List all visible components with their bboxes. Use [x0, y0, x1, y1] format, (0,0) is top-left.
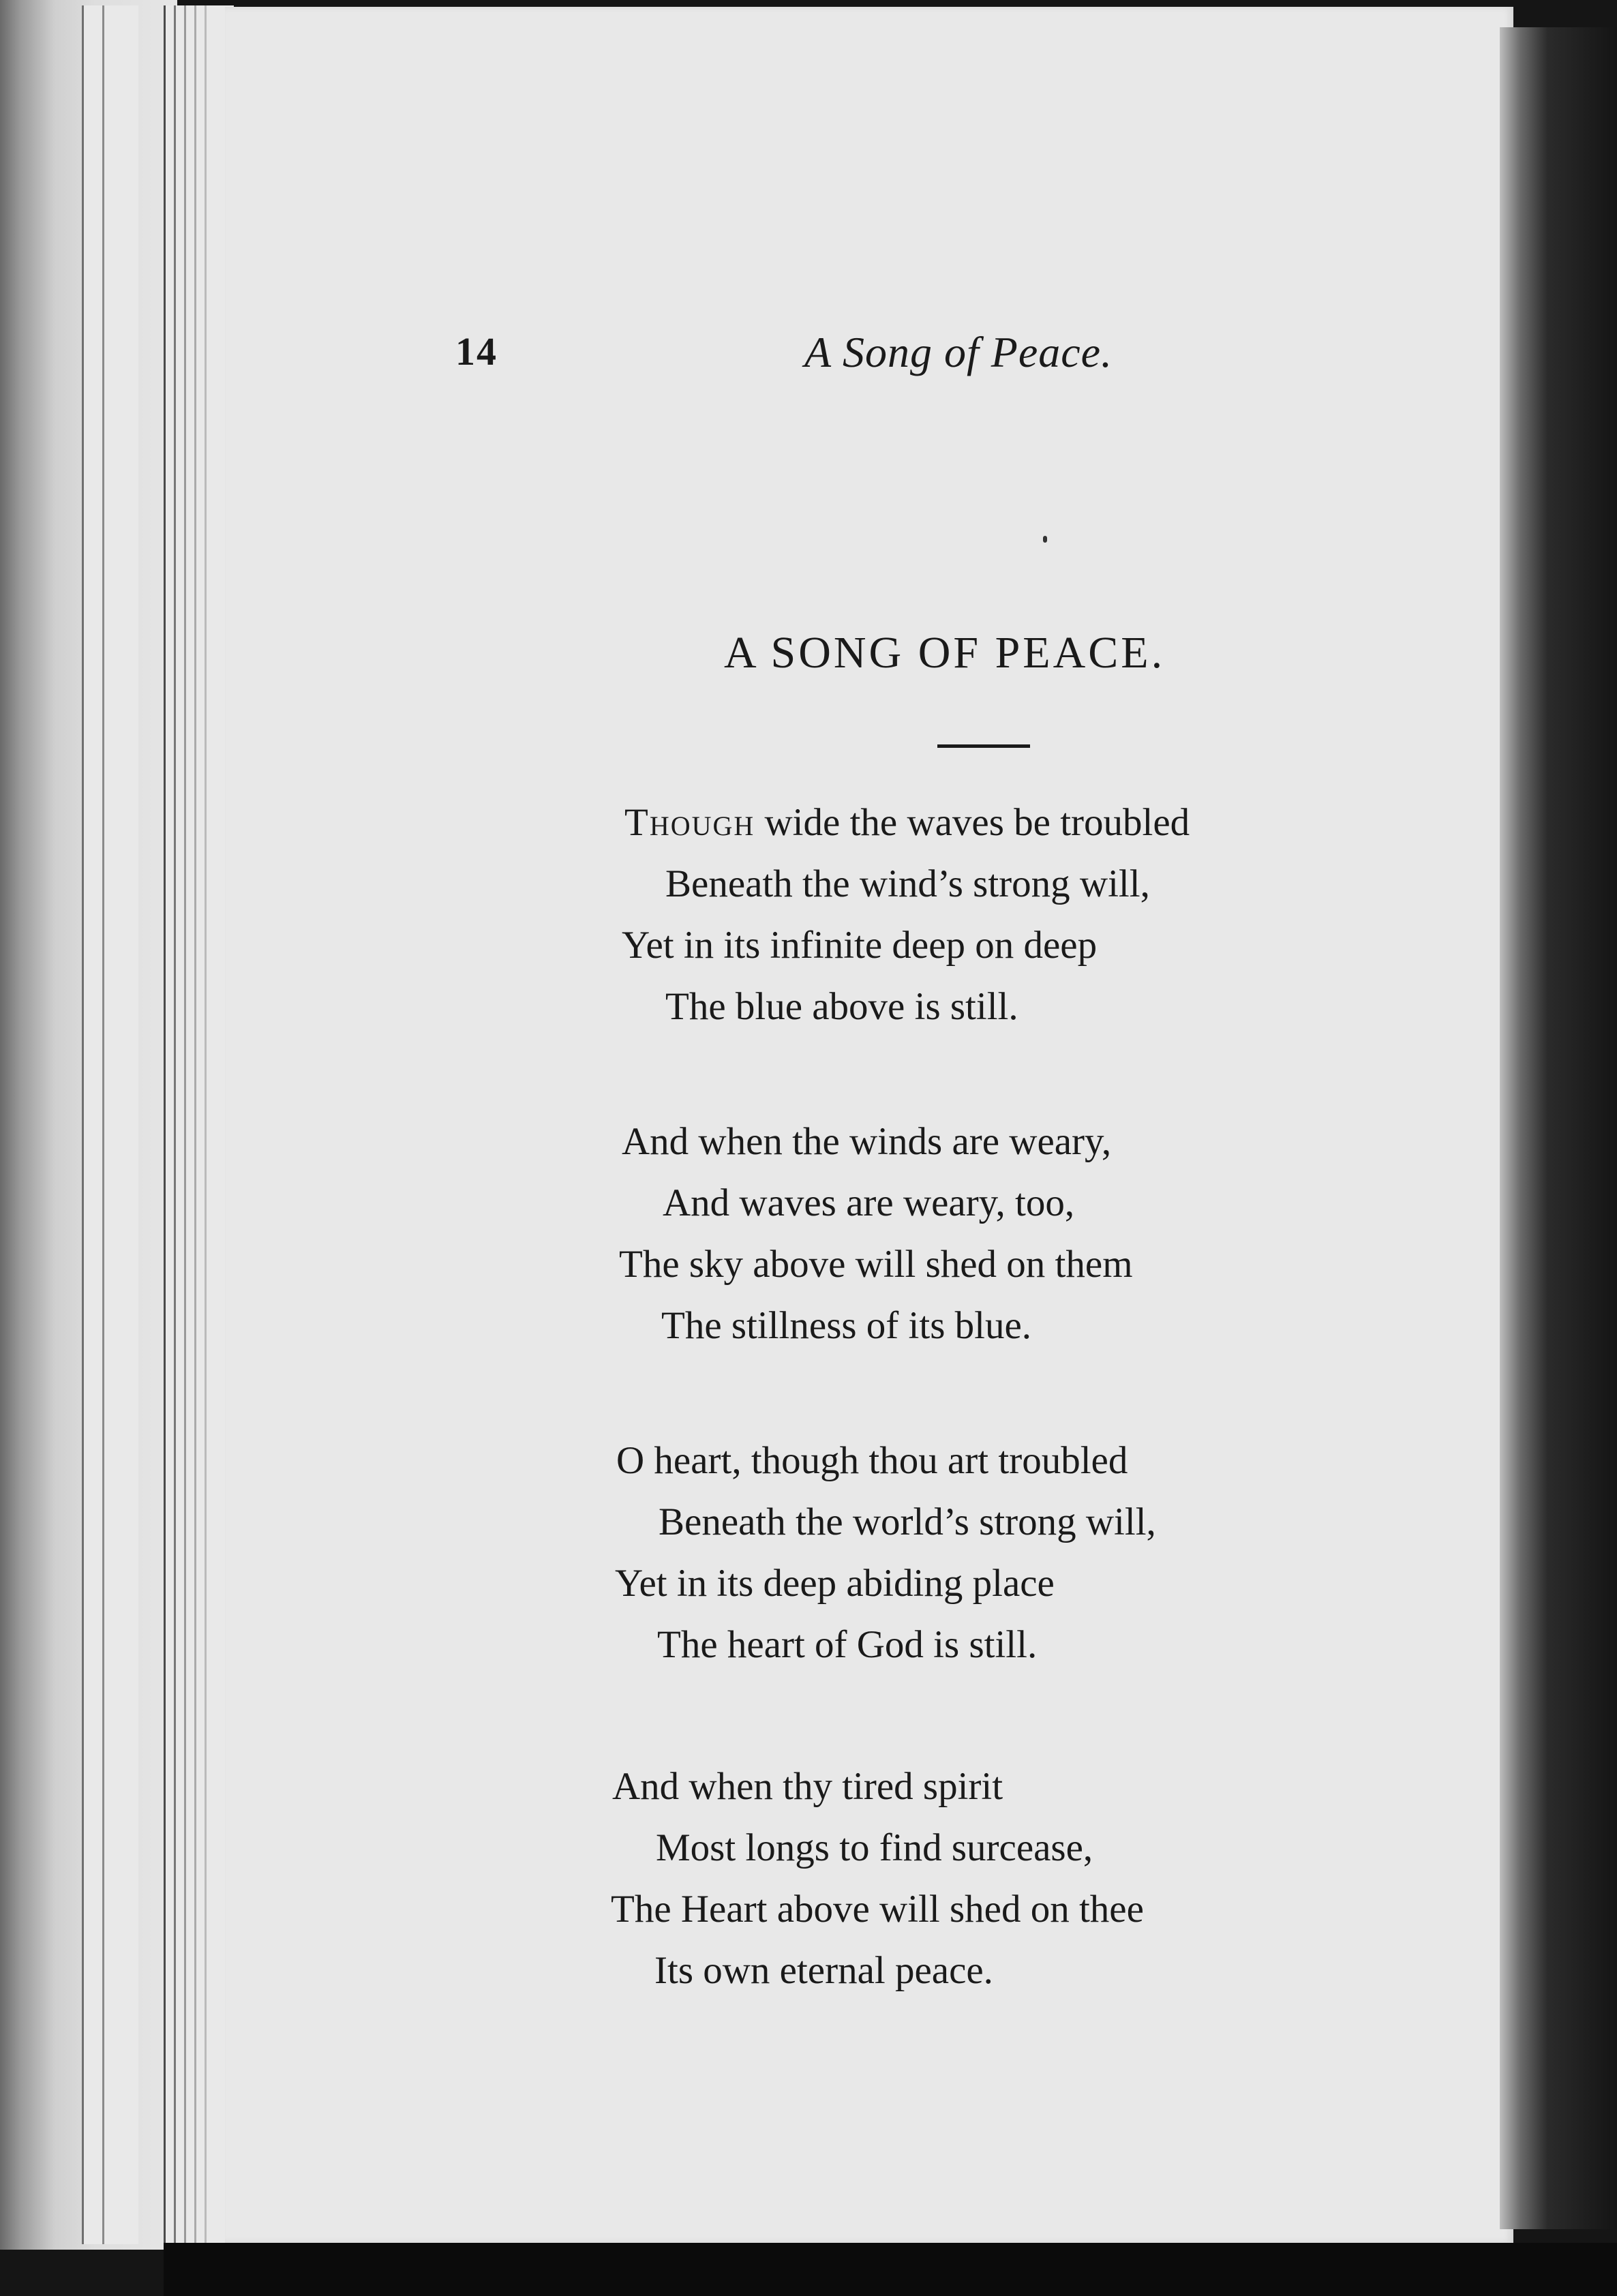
- poem-line: [624, 803, 1190, 842]
- poem-line: The sky above will shed on them: [619, 1243, 1133, 1286]
- poem-line: The stillness of its blue.: [661, 1304, 1032, 1347]
- poem-line: Beneath the wind’s strong will,: [665, 862, 1150, 905]
- poem-line: Yet in its infinite deep on deep: [622, 924, 1098, 967]
- poem-line: O heart, though thou art troubled: [616, 1439, 1128, 1482]
- poem-line: And when thy tired spirit: [612, 1765, 1003, 1808]
- poem-line: Beneath the world’s strong will,: [659, 1500, 1156, 1543]
- page-number: 14: [455, 329, 498, 374]
- poem-line: Most longs to find surcease,: [656, 1826, 1093, 1869]
- poem-line-rest: wide the waves be troubled: [755, 801, 1190, 844]
- poem-line: Yet in its deep abiding place: [615, 1562, 1055, 1605]
- poem-line: The Heart above will shed on thee: [611, 1888, 1144, 1931]
- poem-title: A SONG OF PEACE.: [724, 628, 1166, 678]
- poem-line: And waves are weary, too,: [663, 1181, 1075, 1224]
- title-rule: [937, 744, 1030, 748]
- poem-line: And when the winds are weary,: [622, 1120, 1112, 1163]
- running-title: A Song of Peace.: [804, 328, 1113, 376]
- poem-line: The heart of God is still.: [657, 1623, 1038, 1666]
- ink-speck: [1043, 536, 1047, 543]
- poem-line: Its own eternal peace.: [654, 1949, 993, 1992]
- poem-line-lead: Though: [624, 801, 755, 844]
- poem-line: The blue above is still.: [665, 985, 1018, 1028]
